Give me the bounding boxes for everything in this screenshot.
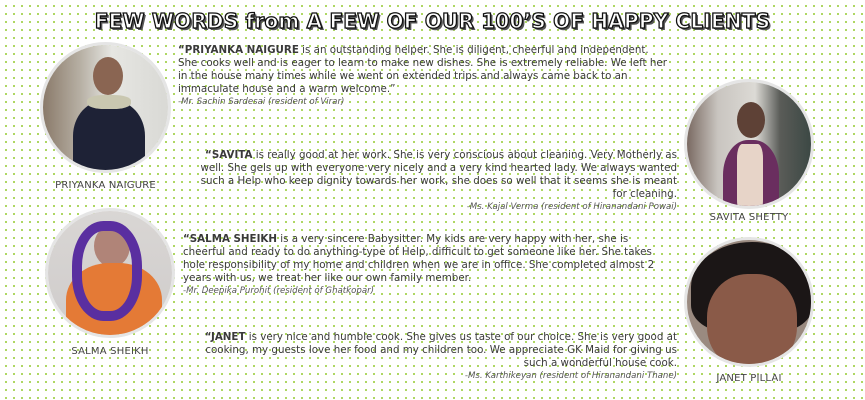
page-title: FEW WORDS from A FEW OF OUR 100’S OF HAPPY CLIENTS bbox=[94, 9, 771, 33]
quote-lead: “SAVITA bbox=[205, 149, 253, 161]
quote-text: is an outstanding helper. She is diligent, cheerful and independent. She cooks well and is eager to learn to make new dishes. She is extremely reliable. We left her in the house many times while we went on extended trips and always came back to an immaculate house and a warm welcome.” bbox=[178, 44, 667, 95]
quote-author: -Ms. Karthikeyan (resident of Hiranandani Thane) bbox=[464, 371, 677, 381]
testimonial-quote bbox=[190, 149, 677, 213]
testimonial-quote bbox=[190, 331, 677, 382]
quote-author: -Ms. Kajal Verma (resident of Hiranandani Powai) bbox=[466, 202, 677, 212]
quote-text: is really good at her work. She is very conscious about cleaning. Very Motherly as well. She gels up with everyone very nicely and a very kind hearted lady. We always wanted such a Help who keep dignity towards her work, she does so well that it seems she is meant for cleaning. bbox=[200, 149, 677, 200]
client-photo-salma bbox=[45, 208, 175, 338]
quote-lead: “PRIYANKA NAIGURE bbox=[178, 44, 299, 56]
client-name: SAVITA SHETTY bbox=[709, 212, 789, 223]
quote-lead: “SALMA SHEIKH bbox=[183, 233, 278, 245]
testimonial-quote bbox=[183, 233, 673, 297]
quote-text: is a very sincere Babysitter. My kids are very happy with her, she is cheerful and ready to do anything-type of Help, difficult to get someone like her. She takes hole responsibility of my home and children when we are in office. She completed almost 2 years with us, we treat her like our own family member. bbox=[183, 233, 655, 284]
quote-author: -Mr. Sachin Sardesai (resident of Virar) bbox=[178, 97, 345, 107]
quote-lead: “JANET bbox=[204, 331, 246, 343]
client-name: PRIYANKA NAIGURE bbox=[55, 180, 156, 191]
testimonial-quote bbox=[178, 44, 668, 108]
quote-author: -Mr. Deepika Purohit (resident of Ghatkopar) bbox=[183, 286, 375, 296]
client-photo-priyanka bbox=[40, 42, 171, 173]
client-photo-janet bbox=[684, 237, 814, 367]
client-photo-savita bbox=[684, 79, 814, 209]
client-name: JANET PILLAI bbox=[716, 373, 782, 384]
quote-text: is very nice and humble cook. She gives us taste of our choice. She is very good at cooking, my guests love her food and my children too. We appreciate GK Maid for giving us such a wonderful house cook. bbox=[205, 331, 677, 369]
client-name: SALMA SHEIKH bbox=[71, 346, 149, 357]
